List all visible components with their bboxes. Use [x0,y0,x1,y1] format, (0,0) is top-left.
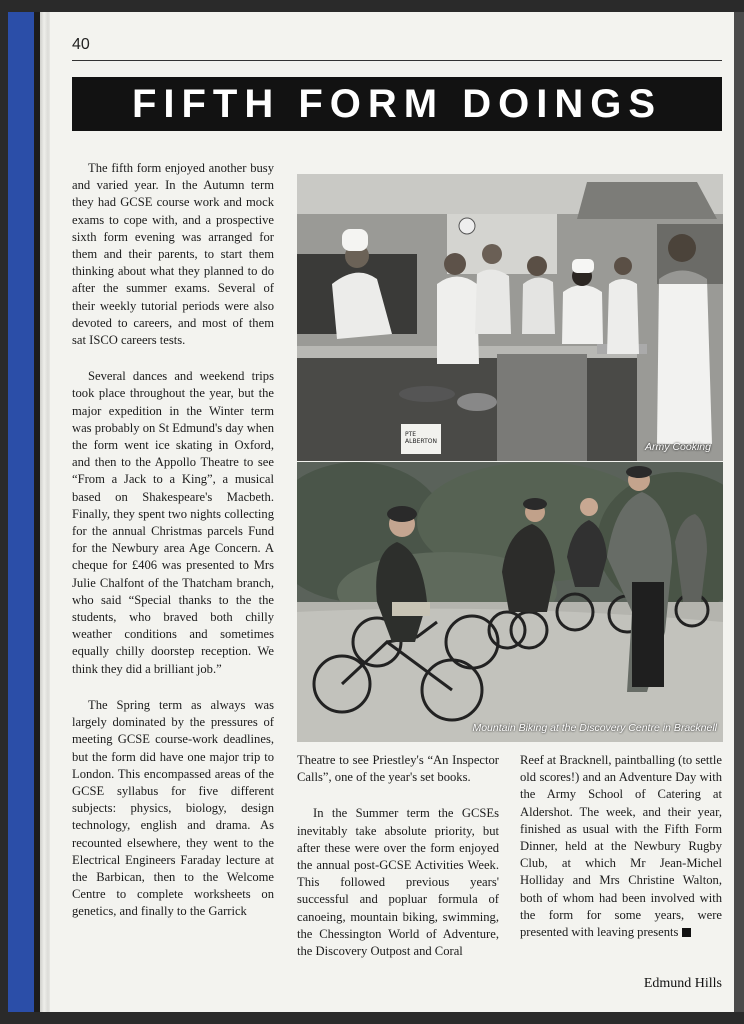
article-paragraph: Theatre to see Priestley's “An Inspector Calls”, one of the year's set books. [297,753,499,785]
author-signature: Edmund Hills [643,976,722,991]
name-sign: PTE ALBERTON [405,431,437,445]
article-paragraph-final [520,752,722,941]
article-paragraph: In the Summer term the GCSEs inevitably take absolute priority, but after these were over the form enjoyed the annual post-GCSE Activities Week. This followed previous years' successful and popluar formula of canoeing, mountain biking, swimming, the Chessington World of Adventure, the Discovery Outpost and Coral [297,806,499,959]
mountain-biking-image [297,462,723,742]
article-paragraph: The fifth form enjoyed another busy and varied year. In the Autumn term they had GCSE course work and mock exams to cope with, and a prospective sixth form evening was arranged for them and their parents, to start them thinking about what they planned to do after the summer exams. Several of their weekly tutorial periods were also devoted to careers, and most of them sat ISCO careers tests. [72,161,274,348]
army-cooking-photo [297,174,723,461]
book-binding [8,12,34,1012]
page-title: FIFTH FORM DOINGS [131,82,663,126]
article-column-3 [520,752,722,960]
article-column-1 [72,160,274,940]
magazine-page [50,12,734,1012]
photo-caption: Army Cooking [645,441,711,453]
article-text: Reef at Bracknell, paintballing (to settle old scores!) and an Adventure Day with the Army School of Catering at Aldershot. The week, and their year, finished as usual with the Fifth Form Dinner, held at the Newbury Rugby Club, at which Mr Jean-Michel Holliday and Mrs Christine Walton, both of whom had been involved with the form for some years, were presented with leaving presents [520,753,722,940]
end-mark [682,928,691,937]
header-rule [72,60,722,61]
photo-caption: Mountain Biking at the Discovery Centre in Bracknell [472,722,717,734]
article-paragraph: Several dances and weekend trips took place throughout the year, but the major expedition in the Winter term was probably on St Edmund's day when the form went ice skating in Oxford, and then to the Appollo Theatre to see “From a Jack to a King”, a musical based on Shakespeare's Macbeth. Finally, they spent two nights collecting for the annual Christmas parcels Fund for the Newbury area Age Concern. A cheque for £406 was presented to Mrs Julie Chalfont of the Thatcham branch, who said “Special thanks to the the students, who braved both chilly weather conditions and sometimes equally chilly doorstep reception. We think they did a brilliant job.” [72,369,274,676]
title-banner [72,77,722,131]
article-paragraph: The Spring term as always was largely dominated by the pressures of meeting GCSE course-work deadlines, but the form did have one major trip to London. This encompassed areas of the GCSE syllabus for five different subjects: physics, biology, design technology, english and drama. As recounted elsewhere, they went to the Electrical Engineers Faraday lecture at the Barbican, then to the Welcome Centre to complete worksheets on genetics, and finally to the Garrick [72,697,274,919]
article-column-2 [297,752,499,979]
mountain-biking-photo [297,462,723,742]
facing-page-edge [734,12,744,1012]
army-cooking-image [297,174,723,461]
page-number: 40 [72,36,90,53]
